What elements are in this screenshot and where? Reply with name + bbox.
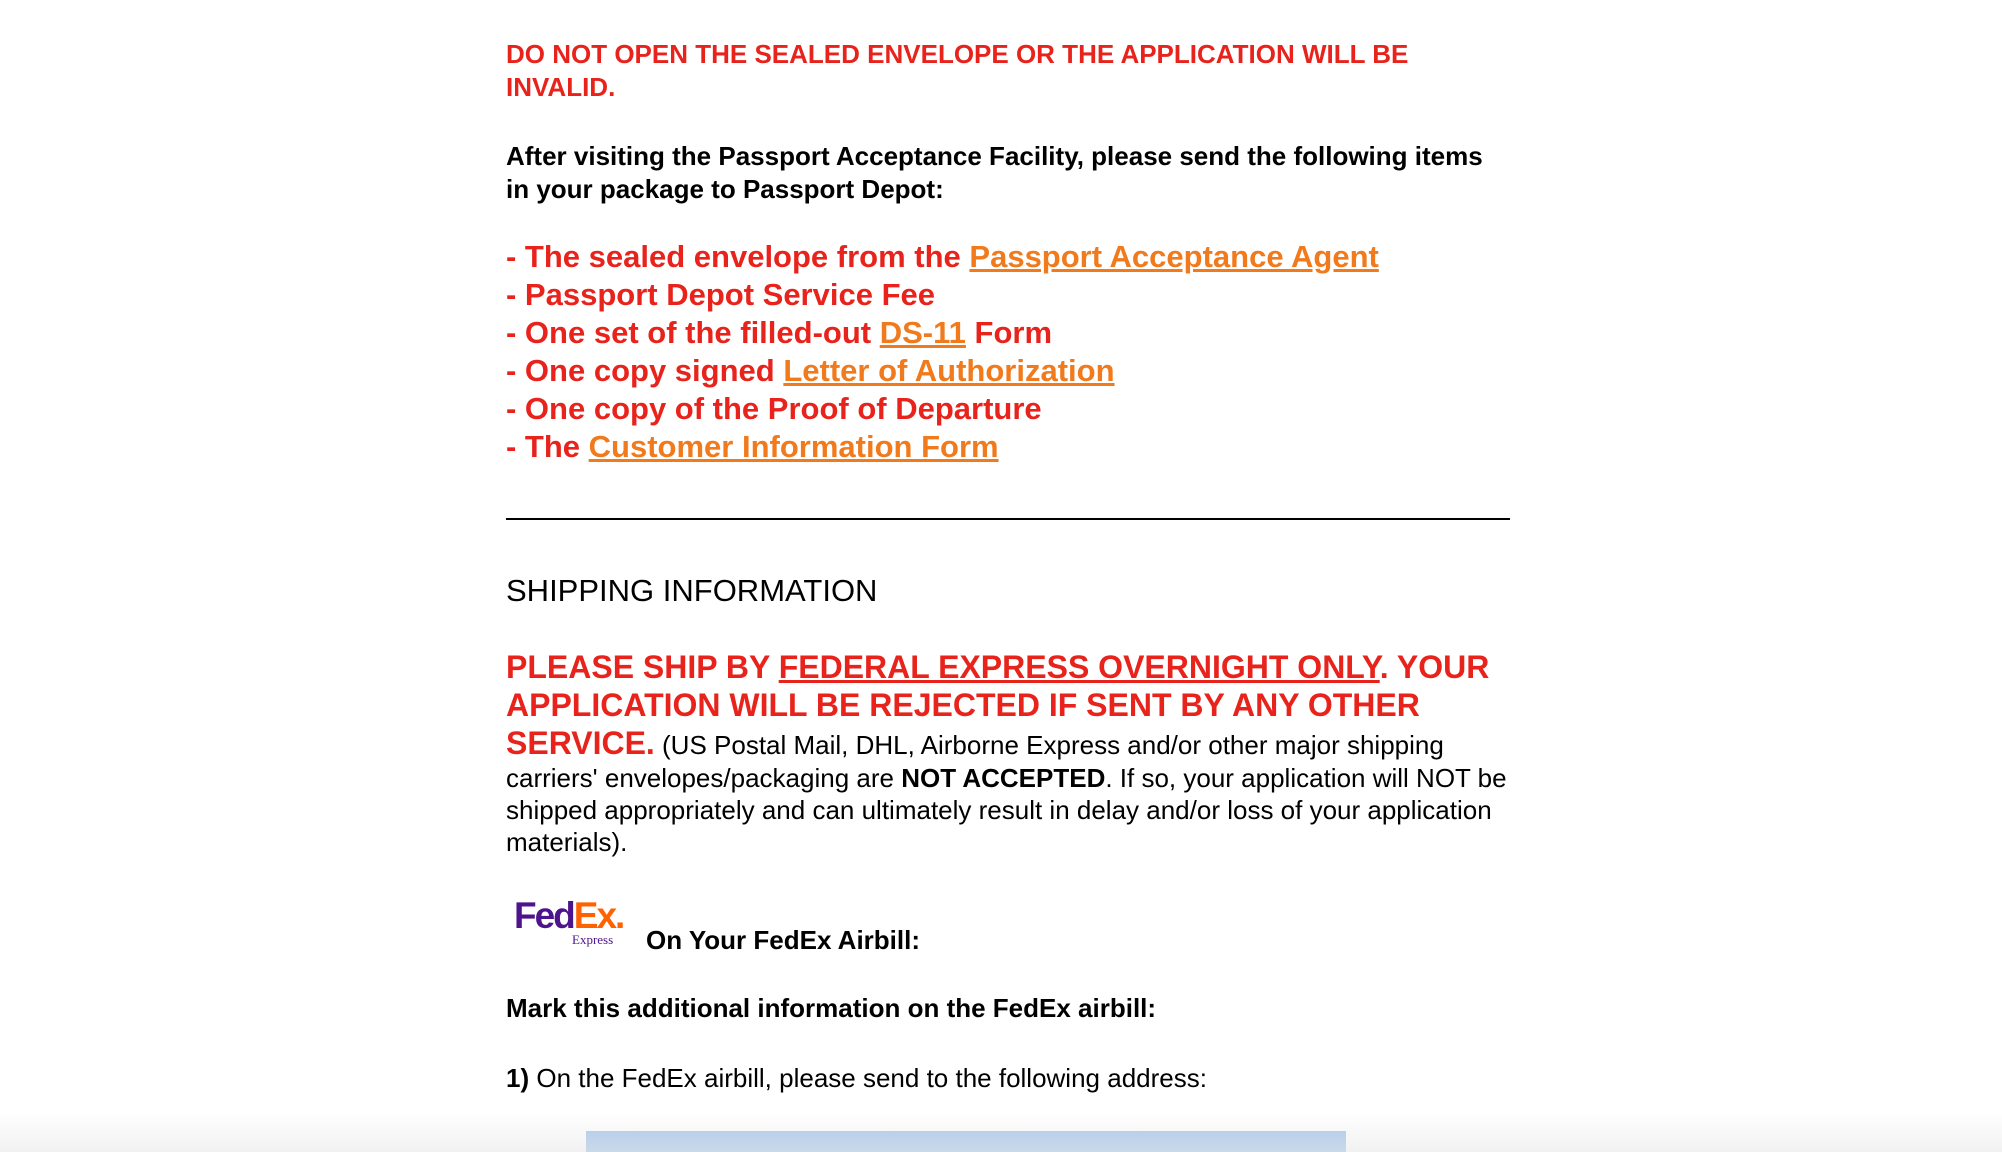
fedex-logo-fed: Fed — [514, 895, 574, 936]
list-item — [506, 238, 1512, 276]
list-item — [506, 428, 1512, 466]
ship-warning-part-2: . YOUR APPLICATION WILL BE REJECTED IF SENT BY ANY OTHER SERVICE. — [506, 649, 1490, 761]
passport-acceptance-agent-link[interactable]: Passport Acceptance Agent — [969, 239, 1379, 274]
list-item — [506, 390, 1512, 428]
ship-warning-part-1: PLEASE SHIP BY — [506, 649, 779, 685]
item-text-suffix: Form — [965, 315, 1053, 350]
fedex-airbill-label: On Your FedEx Airbill: — [646, 925, 920, 955]
fedex-logo-dot: . — [615, 895, 624, 936]
intro-line-1: After visiting the Passport Acceptance Facility, please send the following items — [506, 141, 1483, 171]
shipping-heading: SHIPPING INFORMATION — [506, 573, 878, 608]
list-item — [506, 352, 1512, 390]
ship-note-bold: NOT ACCEPTED — [901, 763, 1106, 793]
fedex-logo-express: Express — [572, 932, 614, 947]
ship-note-part-1: (US Postal Mail, DHL, Airborne Express and/or other major shipping carriers' envelopes/packaging are — [506, 730, 1444, 793]
warning-line-2: INVALID. — [506, 72, 616, 102]
required-items-list — [506, 238, 1512, 466]
item-text: - The sealed envelope from the — [506, 239, 970, 274]
item-text: - One set of the filled-out — [506, 315, 880, 350]
customer-information-form-link[interactable]: Customer Information Form — [588, 429, 999, 464]
step-1-body: On the FedEx airbill, please send to the following address: — [529, 1063, 1207, 1093]
step-1-number: 1) — [506, 1063, 530, 1093]
list-item — [506, 314, 1512, 352]
item-text: - The — [506, 429, 589, 464]
fedex-logo — [514, 896, 630, 952]
ship-note-part-2: . If so, your application will NOT be shipped appropriately and can ultimately result in delay and/or loss of your application materials). — [506, 763, 1507, 857]
fedex-logo-wordmark — [514, 896, 623, 936]
item-text: - One copy signed — [506, 353, 784, 388]
shipping-instructions — [506, 648, 1516, 858]
intro-text — [506, 140, 1512, 206]
intro-line-2: in your package to Passport Depot: — [506, 174, 944, 204]
fedex-airbill-row — [514, 895, 920, 955]
address-box — [586, 1131, 1346, 1152]
ship-warning-underlined: FEDERAL EXPRESS OVERNIGHT ONLY — [778, 649, 1380, 685]
warning-line-1: DO NOT OPEN THE SEALED ENVELOPE OR THE APPLICATION WILL BE — [506, 39, 1409, 69]
step-1-text — [506, 1062, 1207, 1094]
ds-11-link[interactable]: DS-11 — [879, 315, 966, 350]
warning-text — [506, 38, 1512, 104]
item-text: - Passport Depot Service Fee — [506, 277, 935, 312]
section-divider — [506, 518, 1510, 520]
mark-info-text: Mark this additional information on the FedEx airbill: — [506, 993, 1157, 1023]
list-item — [506, 276, 1512, 314]
letter-of-authorization-link[interactable]: Letter of Authorization — [783, 353, 1115, 388]
fedex-logo-ex: Ex — [573, 895, 616, 936]
item-text: - One copy of the Proof of Departure — [506, 391, 1042, 426]
